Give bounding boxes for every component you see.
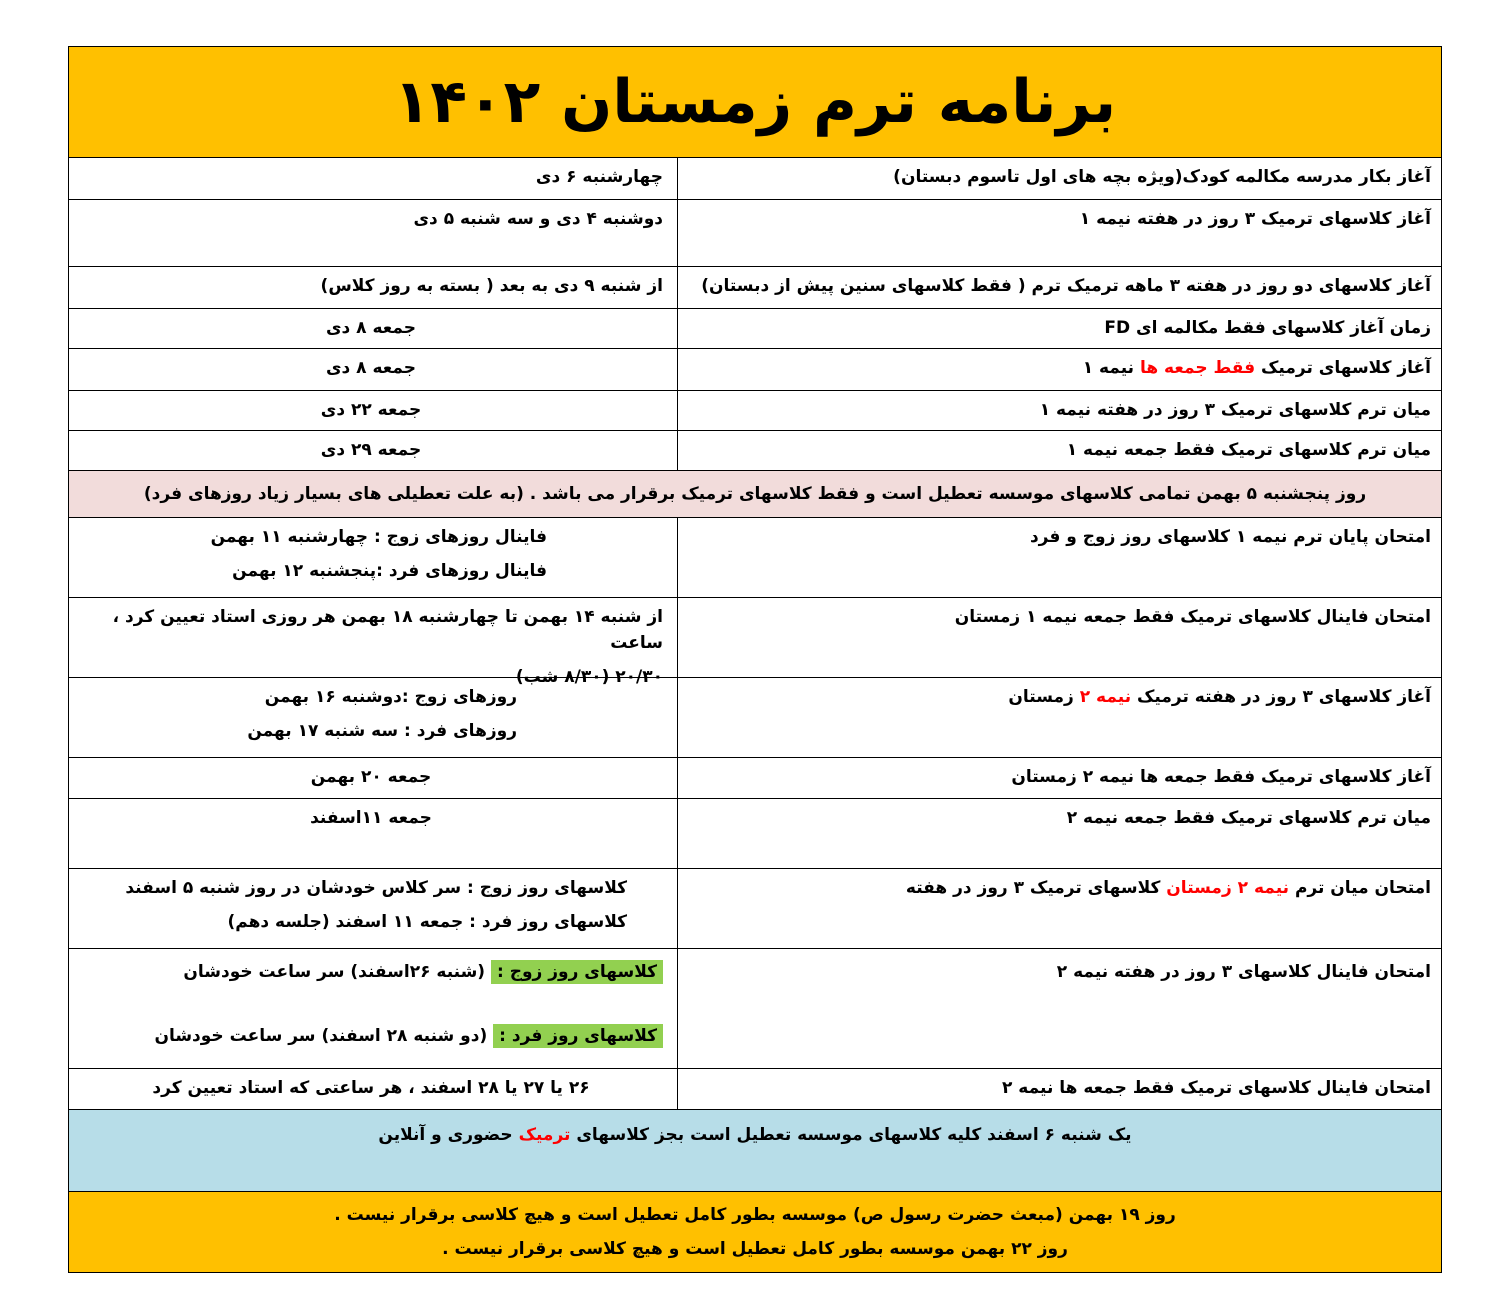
row-value: جمعه ۲۰ بهمن [310,767,432,787]
row-value: ۲۶ یا ۲۷ یا ۲۸ اسفند ، هر ساعتی که استاد تعیین کرد [152,1078,590,1098]
page-title: برنامه ترم زمستان ۱۴۰۲ [69,47,1441,158]
notice-text: روز پنجشنبه ۵ بهمن تمامی کلاسهای موسسه تعطیل است و فقط کلاسهای ترمیک برقرار می باشد . (به علت تعطیلی های بسیار زیاد روزهای فرد) [143,484,1367,504]
row-value: چهارشنبه ۶ دی [535,167,663,187]
row-value: جمعه ۲۹ دی [320,440,422,460]
notice-text: یک شنبه ۶ اسفند کلیه کلاسهای موسسه تعطیل است بجز کلاسهای ترمیک حضوری و آنلاین [378,1125,1132,1145]
row-label: امتحان میان ترم نیمه ۲ زمستان کلاسهای ترمیک ۳ روز در هفته [677,869,1441,948]
row-label: آغاز کلاسهای دو روز در هفته ۳ ماهه ترمیک ترم ( فقط کلاسهای سنین پیش از دبستان) [677,267,1441,308]
row-value: جمعه ۲۲ دی [320,400,422,420]
row-label: امتحان فاینال کلاسهای ترمیک فقط جمعه ها نیمه ۲ [677,1069,1441,1109]
row-value: کلاسهای روز زوج : (شنبه ۲۶اسفند) سر ساعت خودشان کلاسهای روز فرد : (دو شنبه ۲۸ اسفند) سر ساعت خودشان [69,949,677,1068]
notice-text: روز ۲۲ بهمن موسسه بطور کامل تعطیل است و هیچ کلاسی برقرار نیست . [442,1239,1068,1259]
row-value: جمعه ۸ دی [325,358,417,378]
red-highlight: نیمه ۲ [1079,687,1132,707]
row-value: از شنبه ۹ دی به بعد ( بسته به روز کلاس) [320,276,663,296]
table-row [69,200,1441,267]
row-value: فاینال روزهای زوج : چهارشنبه ۱۱ بهمن فاینال روزهای فرد :پنجشنبه ۱۲ بهمن [210,527,547,581]
notice-banner [69,471,1441,518]
row-value: دوشنبه ۴ دی و سه شنبه ۵ دی [413,209,663,229]
notice-banner [69,1110,1441,1192]
row-label: میان ترم کلاسهای ترمیک فقط جمعه نیمه ۱ [677,431,1441,470]
table-row [69,678,1441,758]
green-highlight: کلاسهای روز زوج : [491,960,663,984]
table-row [69,349,1441,391]
table-row [69,267,1441,309]
row-value: جمعه ۱۱اسفند [310,808,432,828]
closure-notice [69,1192,1441,1272]
row-label: زمان آغاز کلاسهای فقط مکالمه ای FD [677,309,1441,348]
row-value: روزهای زوج :دوشنبه ۱۶ بهمن روزهای فرد : سه شنبه ۱۷ بهمن [247,687,517,741]
table-row [69,758,1441,799]
row-label: امتحان پایان ترم نیمه ۱ کلاسهای روز زوج و فرد [677,518,1441,597]
red-highlight: نیمه ۲ زمستان [1166,878,1290,898]
row-label: آغاز بکار مدرسه مکالمه کودک(ویژه بچه های اول تاسوم دبستان) [677,158,1441,199]
row-label: میان ترم کلاسهای ترمیک ۳ روز در هفته نیمه ۱ [677,391,1441,430]
row-value: کلاسهای روز زوج : سر کلاس خودشان در روز شنبه ۵ اسفند کلاسهای روز فرد : جمعه ۱۱ اسفند (جلسه دهم) [125,878,627,932]
row-value: از شنبه ۱۴ بهمن تا چهارشنبه ۱۸ بهمن هر روزی استاد تعیین کرد ، ساعت ۲۰/۳۰ (۸/۳۰ شب) [112,607,663,687]
table-row [69,431,1441,471]
table-row [69,598,1441,687]
table-row [69,518,1441,598]
table-row [69,799,1441,869]
row-label: آغاز کلاسهای ۳ روز در هفته ترمیک نیمه ۲ زمستان [677,678,1441,757]
row-label: امتحان فاینال کلاسهای ۳ روز در هفته نیمه ۲ [677,949,1441,1068]
row-value: جمعه ۸ دی [325,318,417,338]
red-highlight: فقط جمعه ها [1139,358,1256,378]
red-highlight: ترمیک [518,1125,571,1145]
table-row [69,158,1441,200]
notice-text: روز ۱۹ بهمن (مبعث حضرت رسول ص) موسسه بطور کامل تعطیل است و هیچ کلاسی برقرار نیست . [334,1205,1176,1225]
row-label: آغاز کلاسهای ترمیک فقط جمعه ها نیمه ۲ زمستان [677,758,1441,798]
row-label: آغاز کلاسهای ترمیک فقط جمعه ها نیمه ۱ [677,349,1441,390]
green-highlight: کلاسهای روز فرد : [493,1024,663,1048]
table-row [69,309,1441,349]
row-label: امتحان فاینال کلاسهای ترمیک فقط جمعه نیمه ۱ زمستان [677,598,1441,677]
table-row [69,391,1441,431]
table-row [69,1069,1441,1110]
row-label: آغاز کلاسهای ترمیک ۳ روز در هفته نیمه ۱ [677,200,1441,266]
table-row [69,869,1441,949]
row-label: میان ترم کلاسهای ترمیک فقط جمعه نیمه ۲ [677,799,1441,868]
schedule-table [68,46,1442,1273]
table-row [69,949,1441,1069]
